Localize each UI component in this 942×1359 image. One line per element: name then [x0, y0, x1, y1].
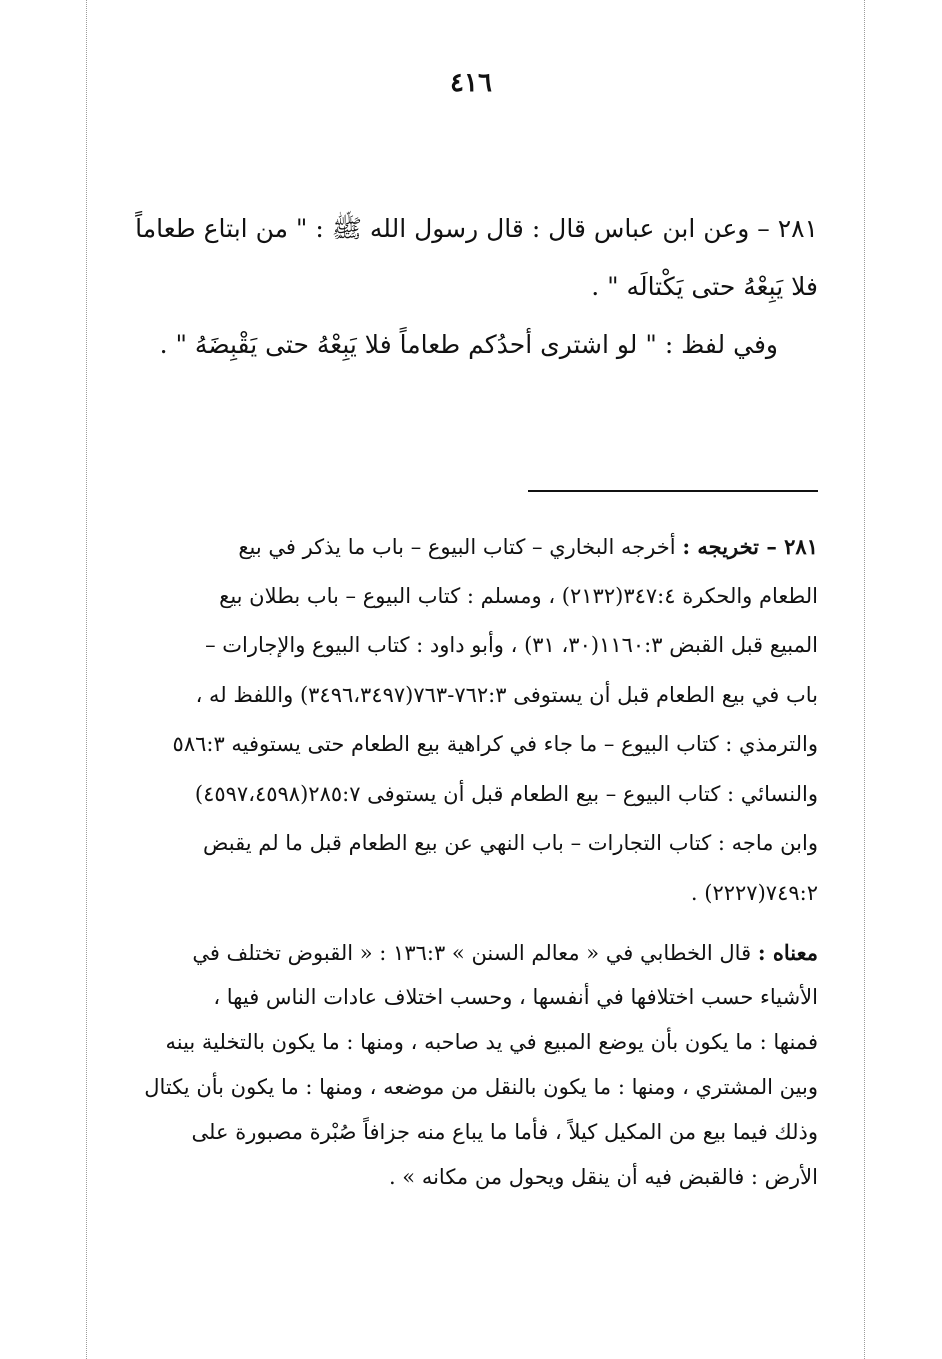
takhrij-line-text: أخرجه البخاري – كتاب البيوع – باب ما يذكر في بيع [238, 535, 676, 559]
takhrij-line: والنسائي : كتاب البيوع – بيع الطعام قبل أن يستوفى ٢٨٥:٧(٤٥٩٧،٤٥٩٨) [194, 781, 818, 806]
takhrij-line: وابن ماجه : كتاب التجارات – باب النهي عن بيع الطعام قبل ما لم يقبض [203, 831, 818, 855]
footnote-divider [528, 490, 818, 492]
takhrij-line: الطعام والحكرة ٣٤٧:٤(٢١٣٢) ، ومسلم : كتاب البيوع – باب بطلان بيع [219, 583, 818, 608]
page-number: ٤١٦ [450, 68, 492, 98]
right-margin-guide [864, 0, 865, 1359]
takhrij-line: المبيع قبل القبض ١١٦٠:٣(٣٠، ٣١) ، وأبو داود : كتاب البيوع والإجارات – [205, 633, 818, 657]
hadith-text [100, 200, 818, 374]
takhrij-heading: ٢٨١ – تخريجه : [682, 534, 818, 559]
maana-line: الأشياء حسب اختلافها في أنفسها ، وحسب اختلاف عادات الناس فيها ، [213, 985, 818, 1009]
maana-line [100, 930, 818, 975]
hadith-line: وفي لفظ : " لو اشترى أحدُكم طعاماً فلا يَبِعْهُ حتى يَقْبِضَهُ " . [159, 330, 778, 359]
takhrij-line: باب في بيع الطعام قبل أن يستوفى ٧٦٢:٣-٧٦٣(٣٤٩٦،٣٤٩٧) واللفظ له ، [195, 682, 818, 707]
maana-line: الأرض : فالقبض فيه أن ينقل ويحول من مكانه » . [388, 1165, 818, 1189]
takhrij-footnote [100, 522, 818, 918]
takhrij-line: ٧٤٩:٢(٢٢٢٧) . [690, 880, 818, 905]
maana-line: فمنها : ما يكون بأن يوضع المبيع في يد صاحبه ، ومنها : ما يكون بالتخلية بينه [165, 1030, 818, 1054]
maana-footnote [100, 930, 818, 1200]
left-margin-guide [86, 0, 87, 1359]
maana-line: وذلك فيما بيع من المكيل كيلاً ، فأما ما يباع منه جزافاً صُبْرة مصبورة على [191, 1120, 818, 1144]
maana-line: وبين المشتري ، ومنها : ما يكون بالنقل من موضعه ، ومنها : ما يكون بأن يكتال [144, 1075, 818, 1099]
takhrij-line: والترمذي : كتاب البيوع – ما جاء في كراهية بيع الطعام حتى يستوفيه ٥٨٦:٣ [172, 732, 818, 756]
hadith-line: فلا يَبِعْهُ حتى يَكْتالَه " . [591, 272, 818, 301]
maana-line-text: قال الخطابي في « معالم السنن » ١٣٦:٣ : « القبوض تختلف في [192, 941, 752, 965]
hadith-line: ٢٨١ – وعن ابن عباس قال : قال رسول الله ﷺ : " من ابتاع طعاماً [135, 214, 818, 243]
takhrij-line [100, 522, 818, 572]
maana-heading: معناه : [757, 940, 818, 965]
